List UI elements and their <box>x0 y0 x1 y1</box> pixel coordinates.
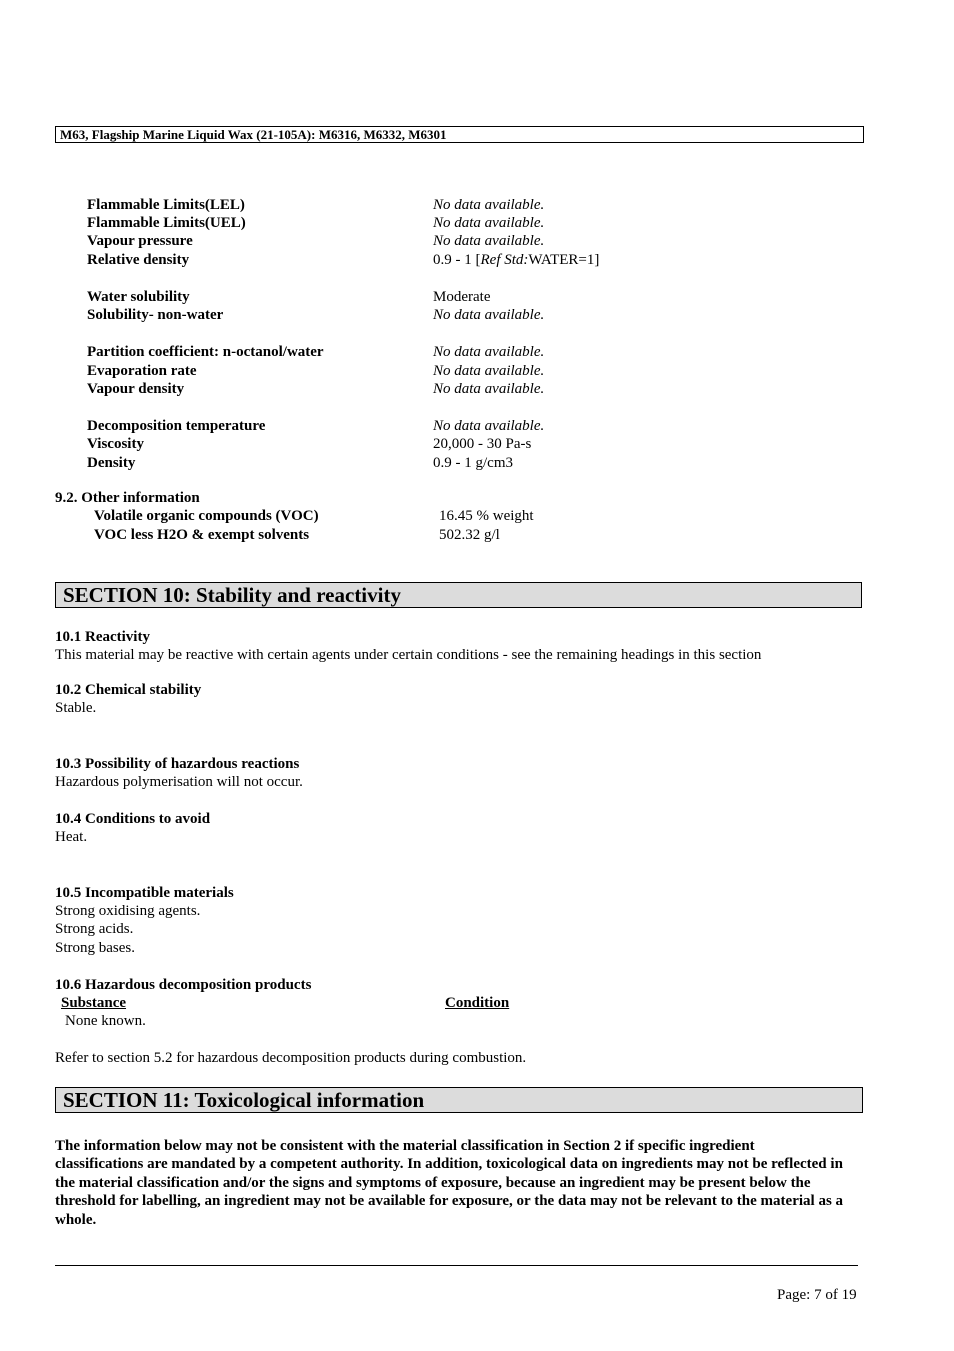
property-value <box>433 251 599 269</box>
property-value: No data available. <box>433 418 545 434</box>
condition-column-header: Condition <box>445 995 510 1011</box>
reactivity-heading: 10.1 Reactivity <box>55 629 150 645</box>
property-value: No data available. <box>433 233 545 249</box>
relative-density-value: 0.9 - 1 [ <box>433 252 481 268</box>
property-label: Flammable Limits(UEL) <box>87 215 246 231</box>
property-value: No data available. <box>433 307 545 323</box>
voc-label: Volatile organic compounds (VOC) <box>94 508 319 524</box>
other-info-heading: 9.2. Other information <box>55 490 200 506</box>
substance-column-header: Substance <box>61 995 127 1011</box>
page-number: Page: 7 of 19 <box>777 1287 857 1303</box>
chemical-stability-heading: 10.2 Chemical stability <box>55 682 202 698</box>
ref-std-value: WATER=1] <box>528 252 600 268</box>
conditions-to-avoid-text: Heat. <box>55 829 88 845</box>
chemical-stability-text: Stable. <box>55 700 97 716</box>
property-label: Decomposition temperature <box>87 418 266 434</box>
property-value: Moderate <box>433 289 491 305</box>
ref-std-label: Ref Std: <box>480 252 529 268</box>
footer-divider <box>55 1265 858 1266</box>
property-value: No data available. <box>433 363 545 379</box>
decomposition-note: Refer to section 5.2 for hazardous decomposition products during combustion. <box>55 1050 527 1066</box>
property-label: Flammable Limits(LEL) <box>87 197 245 213</box>
property-label: Solubility- non-water <box>87 307 224 323</box>
property-label: Evaporation rate <box>87 363 197 379</box>
property-value: No data available. <box>433 197 545 213</box>
property-value: No data available. <box>433 215 545 231</box>
toxicology-intro: The information below may not be consistent with the material classification in Section 2 if specific ingredient classifications are mandated by a competent authority. In addition, toxicological data on ingredients may not be reflected in the material classification and/or the signs and symptoms of exposure, because an ingredient may be present below the threshold for labelling, an ingredient may not be available for exposure, or the data may not be relevant to the material as a whole. <box>55 1138 844 1228</box>
property-label: Vapour pressure <box>87 233 193 249</box>
property-value: 20,000 - 30 Pa-s <box>433 436 532 452</box>
property-label: Vapour density <box>87 381 185 397</box>
substance-cell: None known. <box>65 1013 146 1029</box>
voc-exempt-value: 502.32 g/l <box>439 527 500 543</box>
section-11-title: SECTION 11: Toxicological information <box>55 1087 863 1113</box>
property-label: Partition coefficient: n-octanol/water <box>87 344 324 360</box>
incompatible-material-item: Strong bases. <box>55 940 135 956</box>
incompatible-materials-heading: 10.5 Incompatible materials <box>55 885 234 901</box>
hazardous-reactions-text: Hazardous polymerisation will not occur. <box>55 774 303 790</box>
property-value: No data available. <box>433 381 545 397</box>
property-value: No data available. <box>433 344 545 360</box>
section-10-title: SECTION 10: Stability and reactivity <box>55 582 862 608</box>
conditions-to-avoid-heading: 10.4 Conditions to avoid <box>55 811 211 827</box>
incompatible-material-item: Strong oxidising agents. <box>55 903 201 919</box>
property-label: Viscosity <box>87 436 144 452</box>
document-header: M63, Flagship Marine Liquid Wax (21-105A): M6316, M6332, M6301 <box>55 126 864 143</box>
reactivity-text: This material may be reactive with certain agents under certain conditions - see the remaining headings in this section <box>55 647 762 663</box>
voc-exempt-label: VOC less H2O & exempt solvents <box>94 527 310 543</box>
property-label: Water solubility <box>87 289 190 305</box>
decomposition-products-heading: 10.6 Hazardous decomposition products <box>55 977 312 993</box>
property-value: 0.9 - 1 g/cm3 <box>433 455 513 471</box>
voc-value: 16.45 % weight <box>439 508 534 524</box>
property-label: Density <box>87 455 136 471</box>
incompatible-material-item: Strong acids. <box>55 921 134 937</box>
hazardous-reactions-heading: 10.3 Possibility of hazardous reactions <box>55 756 300 772</box>
property-label: Relative density <box>87 252 190 268</box>
